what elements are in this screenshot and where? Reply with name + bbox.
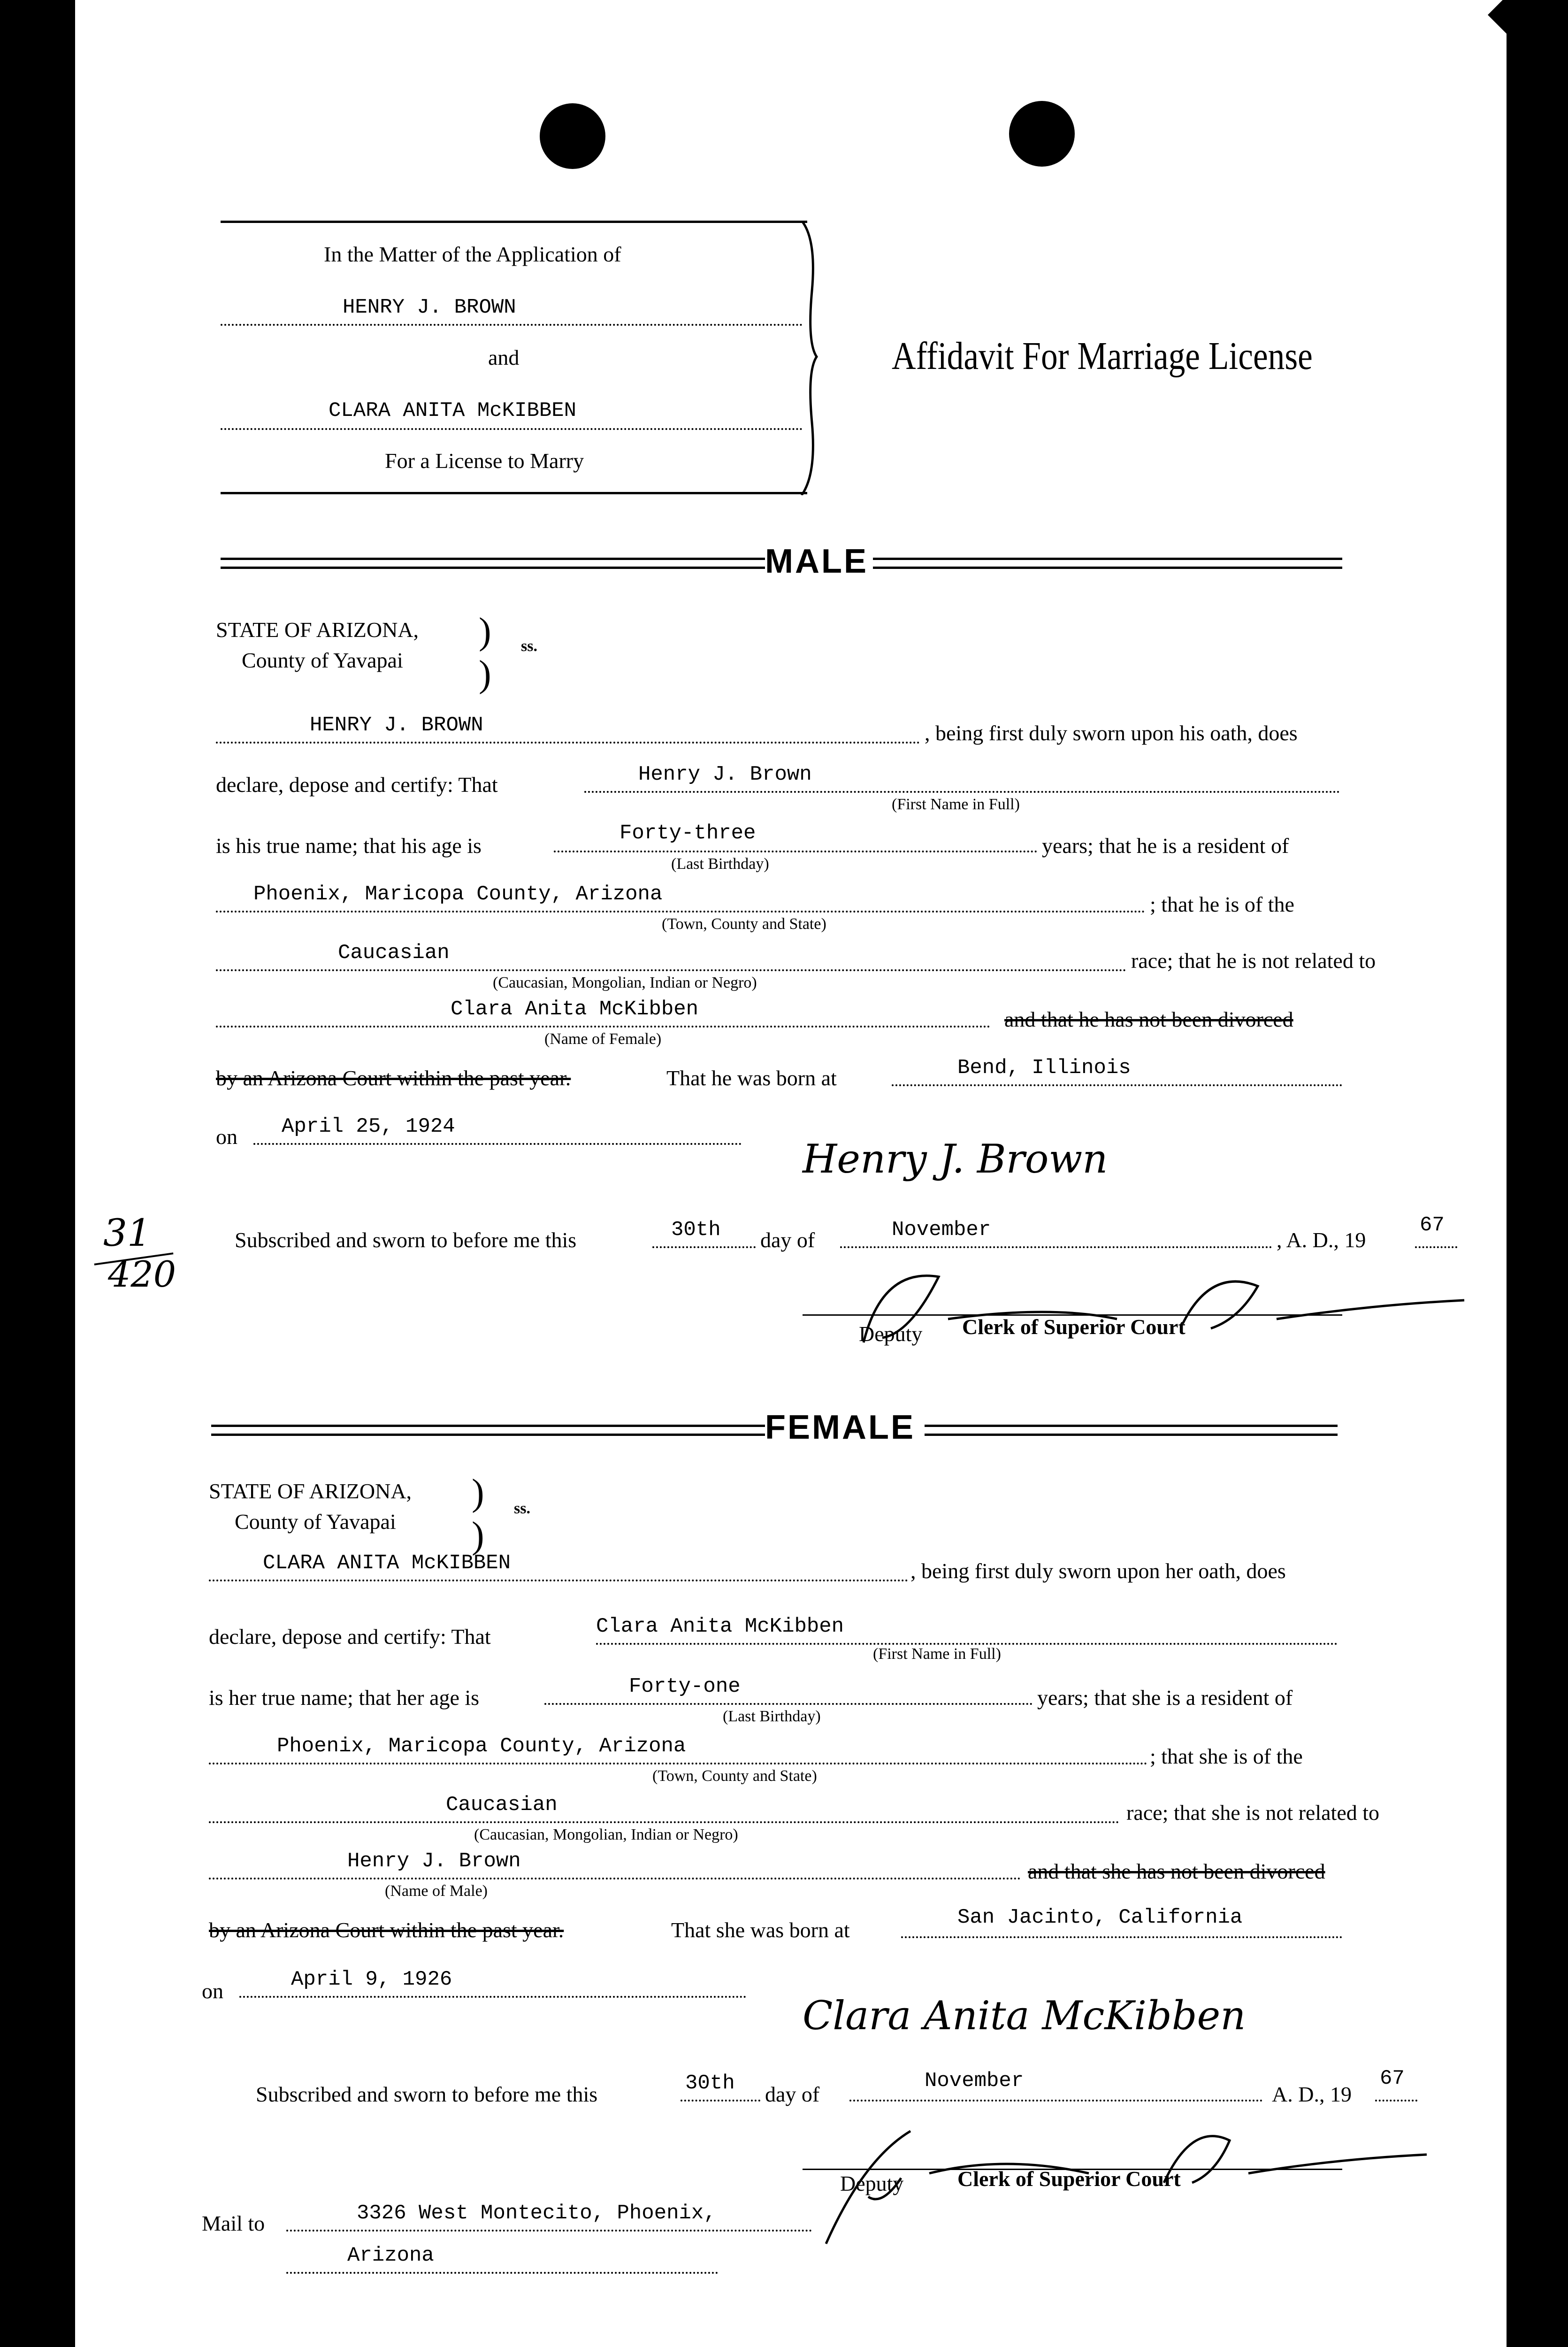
female-age-prefix: is her true name; that her age is [209,1686,480,1710]
female-residence-caption: (Town, County and State) [652,1767,817,1785]
male-clerk-signature-mark [854,1249,1558,1380]
caption-and: and [488,345,520,369]
female-venue-bracket: ) ) [472,1472,484,1556]
page-corner-notch [1488,0,1568,55]
caption-top-rule [221,221,807,223]
female-residence: Phoenix, Maricopa County, Arizona [277,1734,686,1758]
female-age-caption: (Last Birthday) [723,1708,821,1725]
female-race-suffix: race; that she is not related to [1126,1801,1380,1825]
male-rule-right [873,558,1342,569]
female-birthdate: April 9, 1926 [291,1968,452,1991]
caption-bottom-rule [221,492,807,494]
male-sworn-text: , being first duly sworn upon his oath, does [925,721,1298,745]
male-day-of: day of [760,1228,815,1252]
female-partner-line [209,1878,1021,1879]
female-month-line [849,2100,1262,2102]
male-first-name-line [584,791,1340,793]
caption-line1: In the Matter of the Application of [324,242,621,266]
caption-brace [798,221,826,495]
female-day-of: day of [765,2082,820,2106]
female-partner: Henry J. Brown [347,1849,521,1873]
female-subscribed: Subscribed and sworn to before me this [256,2082,598,2106]
female-clerk: Clerk of Superior Court [957,2167,1181,2191]
male-rule-left [221,558,765,569]
female-age-suffix: years; that she is a resident of [1037,1686,1293,1710]
male-on: on [216,1125,237,1149]
mail-line2: Arizona [347,2244,434,2267]
female-name-line [209,1580,908,1581]
mail-label: Mail to [202,2211,265,2235]
male-ss: ss. [521,637,537,655]
male-state: STATE OF ARIZONA, [216,618,419,642]
female-race-caption: (Caucasian, Mongolian, Indian or Negro) [474,1826,738,1843]
female-ad: A. D., 19 [1272,2082,1352,2106]
male-first-name-caption: (First Name in Full) [892,796,1020,813]
mail-line2-rule [286,2272,718,2274]
male-age-prefix: is his true name; that his age is [216,834,482,858]
male-year: 67 [1420,1213,1445,1237]
male-residence-caption: (Town, County and State) [662,915,826,933]
female-on: on [202,1979,223,2003]
caption-applicant1-line [221,324,803,326]
male-age-line [554,851,1037,852]
male-birthplace: Bend, Illinois [957,1056,1131,1080]
female-first-name-line [596,1643,1338,1645]
margin-note-bottom: 420 [108,1253,176,1295]
punch-hole-left [540,103,605,169]
female-first-name-caption: (First Name in Full) [873,1645,1001,1663]
female-divorce-text: and that she has not been divorced [1028,1859,1325,1883]
male-signature: Henry J. Brown [803,1136,1108,1182]
male-birthdate: April 25, 1924 [282,1115,455,1138]
female-residence-line [209,1763,1147,1764]
female-county: County of Yavapai [235,1510,396,1534]
male-name-line [216,742,920,744]
female-deputy: Deputy [840,2171,904,2195]
male-partner-line [216,1026,990,1028]
female-rule-right [925,1425,1338,1436]
male-residence-line [216,911,1145,913]
male-residence-suffix: ; that he is of the [1150,892,1294,916]
female-day-line [681,2100,760,2102]
female-court-text: by an Arizona Court within the past year. [209,1918,564,1942]
punch-hole-right [1009,101,1075,167]
female-heading: FEMALE [765,1409,915,1446]
male-partner: Clara Anita McKibben [451,997,699,1021]
caption-applicant1: HENRY J. BROWN [343,296,516,319]
male-month-line [840,1246,1272,1248]
female-born-text: That she was born at [671,1918,850,1942]
female-ss: ss. [514,1500,530,1517]
caption-line-end: For a License to Marry [385,449,584,473]
male-day: 30th [671,1218,721,1242]
female-day: 30th [685,2071,735,2095]
female-residence-suffix: ; that she is of the [1150,1744,1303,1768]
female-rule-left [211,1425,765,1436]
female-year-line [1375,2100,1417,2102]
female-year: 67 [1380,2067,1405,2090]
male-race-suffix: race; that he is not related to [1131,949,1376,973]
male-birthplace-line [892,1084,1342,1086]
male-heading: MALE [765,543,868,580]
male-county: County of Yavapai [242,648,403,672]
female-sworn-text: , being first duly sworn upon her oath, does [910,1559,1286,1583]
female-month: November [925,2069,1024,2093]
male-clerk: Clerk of Superior Court [962,1315,1186,1339]
document-page [75,0,1507,2347]
male-deputy: Deputy [859,1322,923,1346]
male-month: November [892,1218,991,1242]
female-birthplace-line [901,1936,1342,1938]
mail-line1-rule [286,2230,812,2232]
mail-line1: 3326 West Montecito, Phoenix, [357,2201,716,2225]
male-ad: , A. D., 19 [1277,1228,1366,1252]
male-race: Caucasian [338,941,450,965]
male-first-name: Henry J. Brown [638,763,812,786]
male-partner-caption: (Name of Female) [544,1030,662,1048]
male-age-caption: (Last Birthday) [671,855,769,873]
male-subscribed: Subscribed and sworn to before me this [235,1228,577,1252]
caption-applicant2-line [221,428,803,430]
male-age: Forty-three [620,821,756,845]
male-birthdate-line [253,1143,742,1145]
female-birthdate-line [239,1996,746,1998]
male-court-text: by an Arizona Court within the past year. [216,1066,571,1090]
female-first-name: Clara Anita McKibben [596,1615,844,1638]
caption-applicant2: CLARA ANITA McKIBBEN [329,399,577,422]
female-declare-text: declare, depose and certify: That [209,1625,491,1649]
female-age-line [544,1703,1033,1705]
female-state: STATE OF ARIZONA, [209,1479,412,1503]
document-title: Affidavit For Marriage License [892,334,1313,378]
female-race: Caucasian [446,1793,558,1817]
male-name-top: HENRY J. BROWN [310,713,483,737]
male-venue-bracket: ) ) [479,611,491,695]
male-declare-text: declare, depose and certify: That [216,773,498,797]
male-race-line [216,969,1126,971]
male-day-line [652,1246,756,1248]
female-signature: Clara Anita McKibben [803,1993,1246,2039]
male-race-caption: (Caucasian, Mongolian, Indian or Negro) [493,974,757,991]
female-partner-caption: (Name of Male) [385,1882,488,1900]
male-born-text: That he was born at [666,1066,837,1090]
male-divorce-text: and that he has not been divorced [1004,1007,1293,1031]
male-age-suffix: years; that he is a resident of [1042,834,1289,858]
margin-note-top: 31 [103,1211,151,1255]
female-birthplace: San Jacinto, California [957,1906,1243,1929]
female-age: Forty-one [629,1675,741,1698]
female-race-line [209,1821,1119,1823]
male-residence: Phoenix, Maricopa County, Arizona [253,882,663,906]
male-year-line [1415,1246,1457,1248]
female-name-top: CLARA ANITA McKIBBEN [263,1551,511,1575]
